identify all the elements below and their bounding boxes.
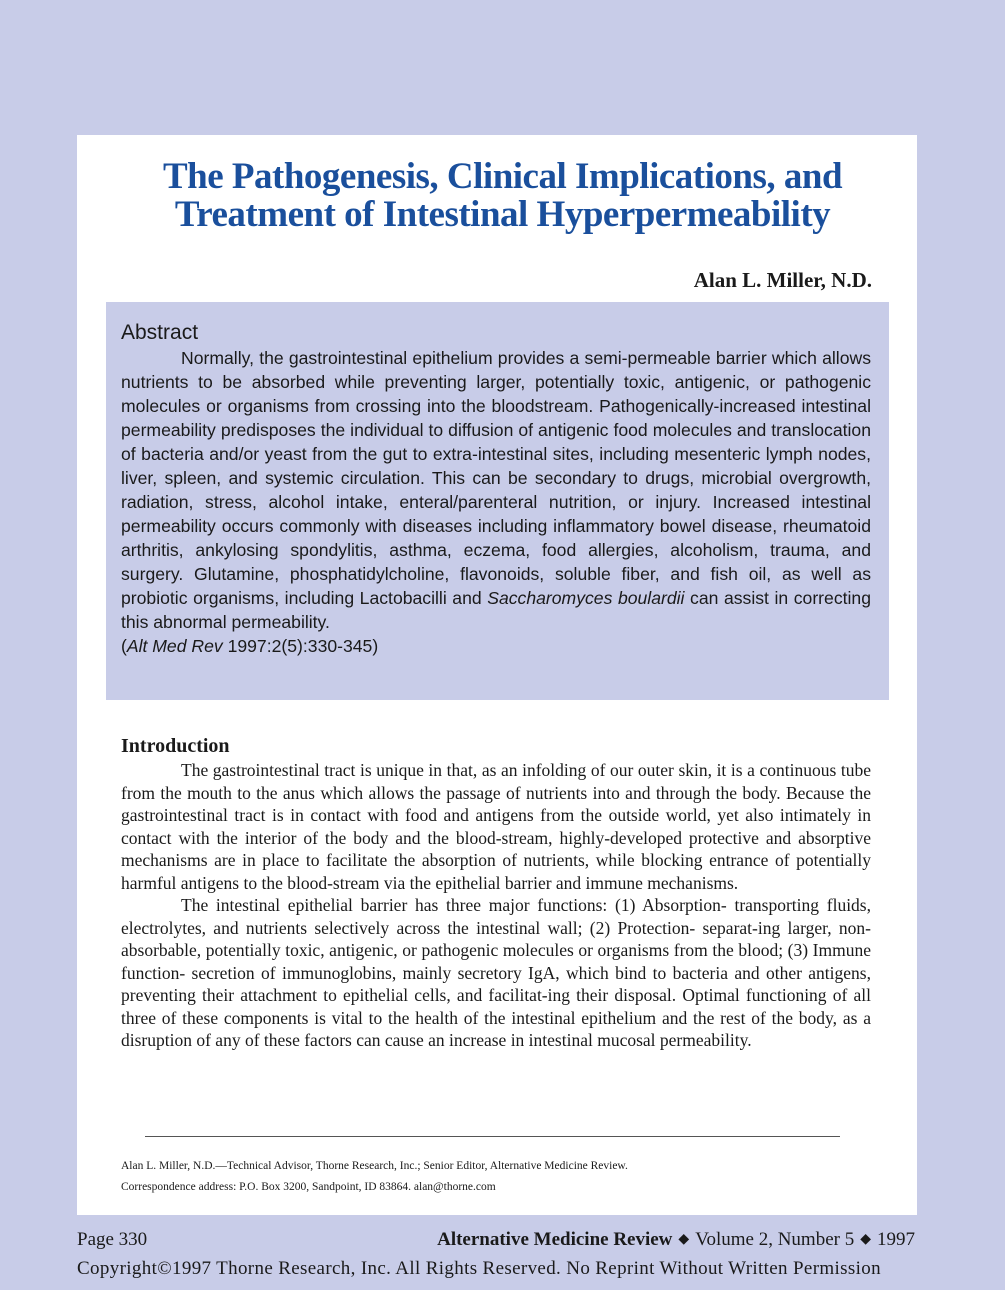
copyright-notice: Copyright©1997 Thorne Research, Inc. All Rights Reserved. No Reprint Without Written Permission — [77, 1258, 881, 1279]
introduction-paragraph-1: The gastrointestinal tract is unique in that, as an infolding of our outer skin, it is a continuous tube from the mouth to the anus which allows the passage of nutrients into and through the body. Because the gastrointestinal tract is in contact with food and antigens from the outside world, yet also intimately in contact with the interior of the body and the blood-stream, highly-developed protective and absorptive mechanisms are in place to facilitate the absorption of nutrients, while blocking entrance of potentially harmful antigens to the blood-stream via the epithelial barrier and immune mechanisms. — [121, 760, 871, 893]
footnote — [121, 1156, 881, 1198]
footnote-correspondence: Correspondence address: P.O. Box 3200, Sandpoint, ID 83864. alan@thorne.com — [121, 1181, 496, 1193]
article-title — [0, 158, 1005, 234]
abstract-box — [106, 302, 889, 700]
abstract-body: Normally, the gastrointestinal epithelium provides a semi-permeable barrier which allows nutrients to be absorbed while preventing larger, potentially toxic, antigenic, or pathogenic molecules or organisms from crossing into the bloodstream. Pathogenically-increased intestinal permeability predisposes the individual to diffusion of antigenic food molecules and translocation of bacteria and/or yeast from the gut to extra-intestinal sites, including mesenteric lymph nodes, liver, spleen, and systemic circulation. This can be secondary to drugs, microbial overgrowth, radiation, stress, alcohol intake, enteral/parenteral nutrition, or injury. Increased intestinal permeability occurs commonly with diseases including inflammatory bowel disease, rheumatoid arthritis, ankylosing spondylitis, asthma, eczema, food allergies, alcoholism, trauma, and surgery. Glutamine, phosphatidylcholine, flavonoids, soluble fiber, and fish oil, as well as probiotic organisms, including Lactobacilli and — [121, 348, 871, 608]
journal-volume: Volume 2, Number 5 — [695, 1229, 855, 1250]
journal-year: 1997 — [877, 1229, 915, 1250]
diamond-icon: ◆ — [860, 1232, 871, 1247]
introduction-heading: Introduction — [121, 735, 230, 757]
footnote-divider — [145, 1136, 840, 1137]
journal-info — [437, 1228, 915, 1254]
abstract-citation — [121, 634, 871, 658]
abstract-text — [121, 346, 871, 634]
abstract-body-end: can assist in correcting this abnormal permeability. — [121, 588, 871, 632]
journal-name: Alternative Medicine Review — [437, 1229, 673, 1250]
title-line-2: Treatment of Intestinal Hyperpermeability — [174, 194, 831, 235]
citation-rest: 1997:2(5):330-345) — [222, 636, 379, 656]
introduction-paragraph-2: The intestinal epithelial barrier has three major functions: (1) Absorption- transporting fluids, electrolytes, and nutrients selectively across the intestinal wall; (2) Protection- separat-ing larger, non-absorbable, potentially toxic, antigenic, or pathogenic molecules or organisms from the blood; (3) Immune function- secretion of immunoglobins, mainly secretory IgA, which bind to bacteria and other antigens, preventing their attachment to epithelial cells, and facilitat-ing their disposal. Optimal functioning of all three of these components is vital to the health of the intestinal epithelium and the rest of the body, as a disruption of any of these factors can cause an increase in intestinal mucosal permeability. — [121, 895, 871, 1050]
author-name: Alan L. Miller, N.D. — [693, 268, 872, 292]
citation-journal: Alt Med Rev — [126, 636, 223, 656]
title-line-1: The Pathogenesis, Clinical Implications, and — [162, 156, 843, 197]
abstract-italic-term: Saccharomyces boulardii — [487, 588, 685, 608]
footnote-affiliation: Alan L. Miller, N.D.—Technical Advisor, Thorne Research, Inc.; Senior Editor, Alternative Medicine Review. — [121, 1160, 628, 1172]
citation-open: ( — [121, 636, 127, 656]
page-number: Page 330 — [77, 1229, 148, 1250]
diamond-icon: ◆ — [678, 1232, 690, 1247]
abstract-heading: Abstract — [121, 321, 199, 344]
introduction-section — [121, 733, 871, 1052]
